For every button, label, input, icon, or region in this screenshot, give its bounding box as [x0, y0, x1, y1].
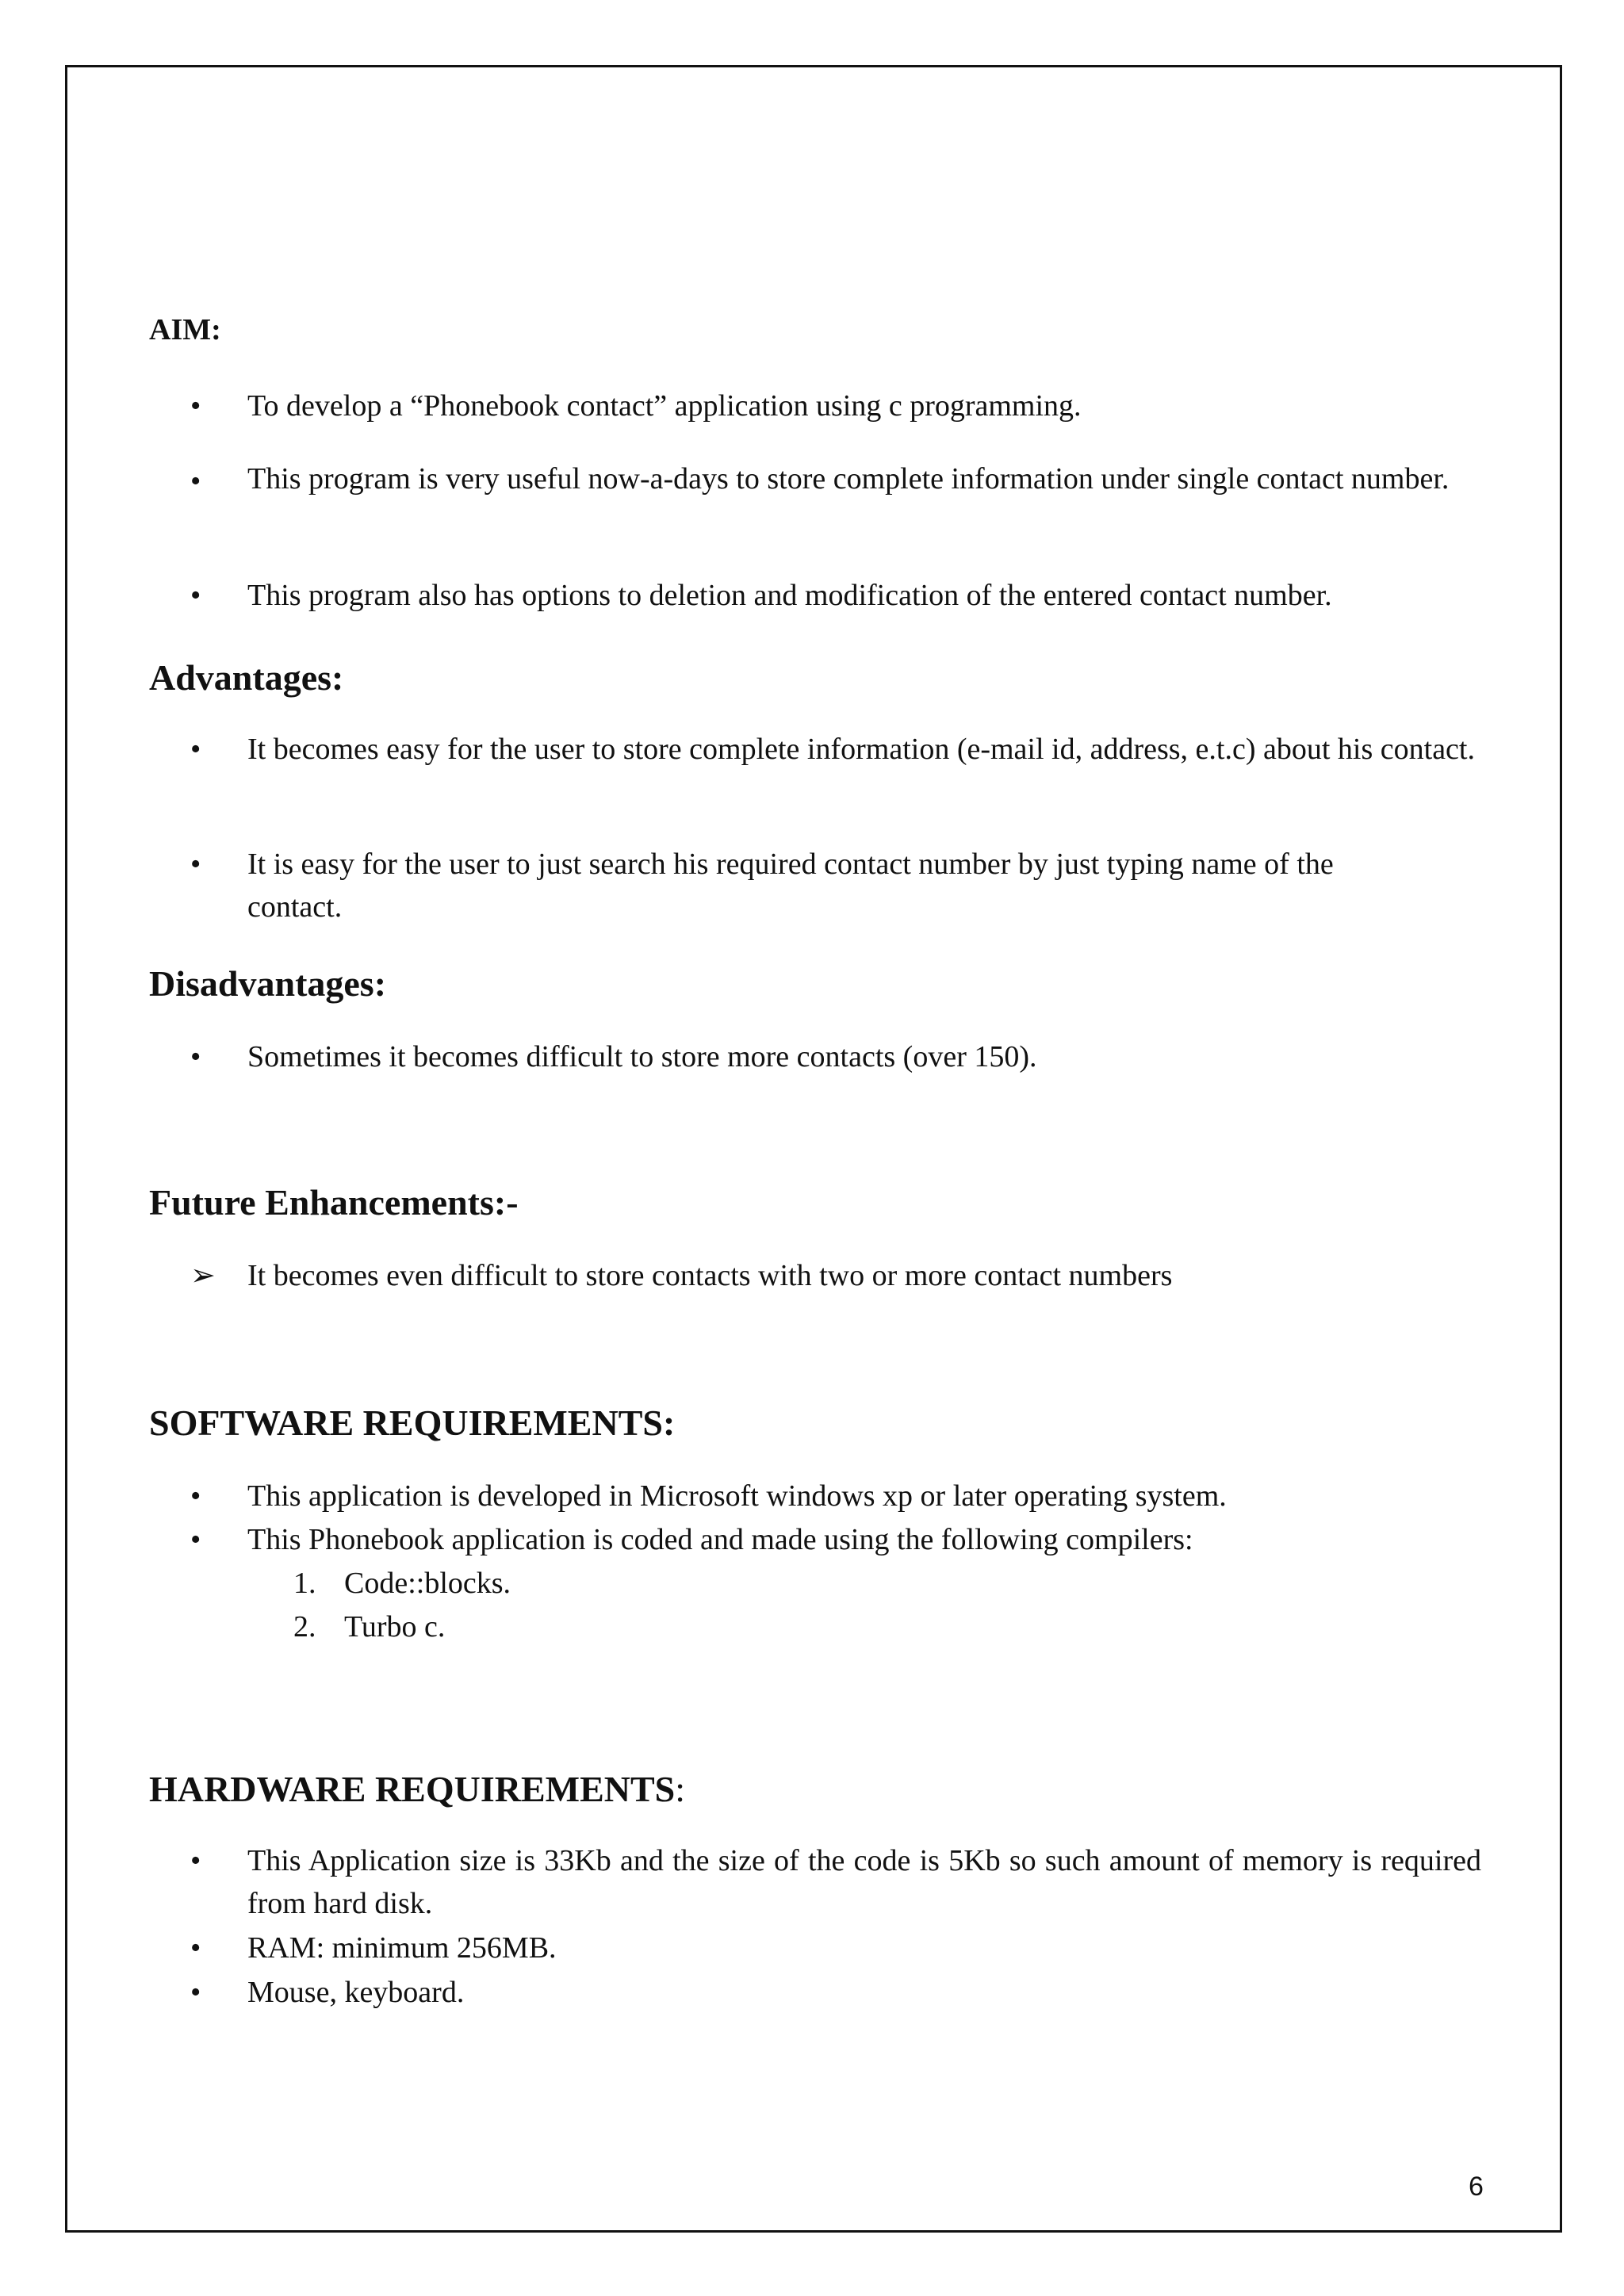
bullet-text: This program is very useful now-a-days to store complete information under single contact number.: [247, 462, 1450, 496]
bullet-text: This program also has options to deletion and modification of the entered contact number.: [247, 579, 1332, 612]
hardware-heading-colon: :: [675, 1769, 686, 1809]
bullet-text: This application is developed in Microsoft windows xp or later operating system.: [247, 1479, 1227, 1513]
hardware-heading-text: HARDWARE REQUIREMENTS: [149, 1769, 676, 1809]
compiler-item-1: [293, 1562, 511, 1605]
bullet-text: To develop a “Phonebook contact” application using c programming.: [247, 389, 1082, 423]
hardware-heading: [149, 1766, 685, 1812]
bullet-icon: •: [190, 1931, 201, 1965]
bullet-icon: •: [190, 733, 201, 766]
bullet-text: This Phonebook application is coded and made using the following compilers:: [247, 1523, 1193, 1556]
bullet-icon: •: [190, 465, 201, 498]
future-heading: Future Enhancements:-: [149, 1182, 519, 1223]
bullet-text: It is easy for the user to just search his required contact number by just typing name of the contact.: [247, 848, 1334, 924]
bullet-icon: •: [190, 1844, 201, 1877]
bullet-icon: •: [190, 1040, 201, 1073]
bullet-text: Mouse, keyboard.: [247, 1976, 465, 2009]
bullet-icon: •: [190, 1976, 201, 2009]
arrow-bullet-icon: ➢: [190, 1259, 216, 1292]
compiler-label: Turbo c.: [344, 1610, 446, 1644]
bullet-icon: •: [190, 848, 201, 881]
bullet-icon: •: [190, 1523, 201, 1556]
aim-heading: AIM:: [149, 313, 221, 346]
software-heading: SOFTWARE REQUIREMENTS:: [149, 1402, 676, 1443]
bullet-icon: •: [190, 1479, 201, 1513]
bullet-text: Sometimes it becomes difficult to store more contacts (over 150).: [247, 1040, 1037, 1073]
compiler-item-2: [293, 1605, 445, 1648]
bullet-text: This Application size is 33Kb and the size of the code is 5Kb so such amount of memory is required from hard disk.: [247, 1844, 1481, 1920]
disadvantages-heading: Disadvantages:: [149, 963, 387, 1004]
list-number: 2.: [293, 1610, 316, 1644]
bullet-text: RAM: minimum 256MB.: [247, 1931, 557, 1965]
compiler-label: Code::blocks.: [344, 1567, 511, 1600]
bullet-icon: •: [190, 389, 201, 423]
page-number: 6: [1469, 2172, 1484, 2202]
bullet-text: It becomes easy for the user to store complete information (e-mail id, address, e.t.c) about his contact.: [247, 733, 1475, 766]
advantages-heading: Advantages:: [149, 657, 344, 698]
bullet-text: It becomes even difficult to store contacts with two or more contact numbers: [247, 1259, 1173, 1292]
bullet-icon: •: [190, 579, 201, 612]
list-number: 1.: [293, 1567, 316, 1600]
